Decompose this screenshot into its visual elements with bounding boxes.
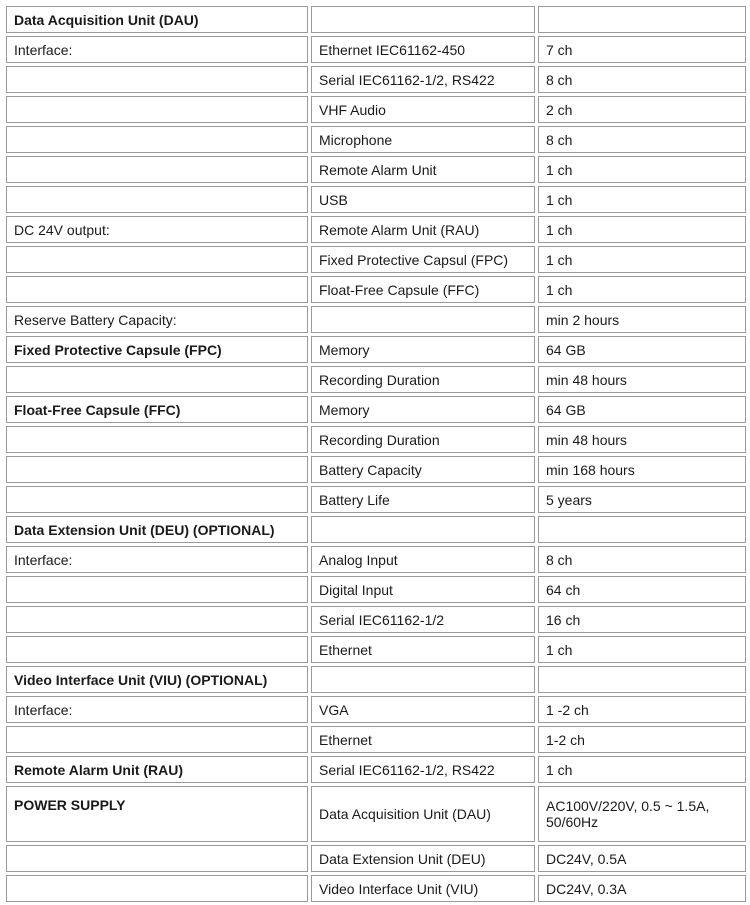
spec-label-cell [6, 426, 308, 453]
spec-row [6, 216, 746, 243]
spec-value-cell: min 168 hours [538, 456, 746, 483]
spec-item-cell: Battery Life [311, 486, 535, 513]
spec-label-cell: Reserve Battery Capacity: [6, 306, 308, 333]
spec-label-cell [6, 576, 308, 603]
spec-value-cell: min 2 hours [538, 306, 746, 333]
spec-item-cell: Microphone [311, 126, 535, 153]
spec-value-cell: 16 ch [538, 606, 746, 633]
spec-row [6, 875, 746, 902]
spec-item-cell: Ethernet [311, 636, 535, 663]
spec-value-cell: 1 ch [538, 156, 746, 183]
spec-row [6, 576, 746, 603]
spec-label-cell: POWER SUPPLY [6, 786, 308, 842]
spec-label-cell: Float-Free Capsule (FFC) [6, 396, 308, 423]
spec-row [6, 396, 746, 423]
spec-value-cell: 8 ch [538, 546, 746, 573]
spec-value-cell [538, 6, 746, 33]
spec-item-cell: Serial IEC61162-1/2 [311, 606, 535, 633]
spec-item-cell: Serial IEC61162-1/2, RS422 [311, 66, 535, 93]
spec-item-cell: Digital Input [311, 576, 535, 603]
spec-row [6, 696, 746, 723]
spec-row [6, 276, 746, 303]
spec-row [6, 486, 746, 513]
spec-value-cell: AC100V/220V, 0.5 ~ 1.5A, 50/60Hz [538, 786, 746, 842]
spec-item-cell: Battery Capacity [311, 456, 535, 483]
spec-row [6, 606, 746, 633]
spec-label-cell [6, 66, 308, 93]
spec-label-cell [6, 276, 308, 303]
spec-item-cell [311, 6, 535, 33]
spec-label-cell: Interface: [6, 546, 308, 573]
spec-item-cell: Ethernet [311, 726, 535, 753]
spec-label-cell: DC 24V output: [6, 216, 308, 243]
spec-table-body [6, 6, 746, 902]
spec-row [6, 306, 746, 333]
spec-row [6, 786, 746, 842]
spec-value-cell [538, 666, 746, 693]
spec-label-cell [6, 246, 308, 273]
spec-item-cell: Data Extension Unit (DEU) [311, 845, 535, 872]
spec-value-cell: 64 GB [538, 336, 746, 363]
spec-row [6, 36, 746, 63]
spec-item-cell [311, 516, 535, 543]
spec-value-cell: 2 ch [538, 96, 746, 123]
spec-label-cell: Interface: [6, 36, 308, 63]
spec-row [6, 756, 746, 783]
spec-table [3, 3, 749, 905]
spec-row [6, 516, 746, 543]
spec-label-cell: Video Interface Unit (VIU) (OPTIONAL) [6, 666, 308, 693]
spec-label-cell [6, 726, 308, 753]
spec-row [6, 6, 746, 33]
spec-label-cell: Remote Alarm Unit (RAU) [6, 756, 308, 783]
spec-value-cell: 1 ch [538, 756, 746, 783]
spec-item-cell: Fixed Protective Capsul (FPC) [311, 246, 535, 273]
spec-value-cell: 1 ch [538, 246, 746, 273]
spec-item-cell [311, 306, 535, 333]
spec-row [6, 246, 746, 273]
spec-row [6, 156, 746, 183]
spec-label-cell: Data Acquisition Unit (DAU) [6, 6, 308, 33]
spec-item-cell: VHF Audio [311, 96, 535, 123]
spec-value-cell: 8 ch [538, 66, 746, 93]
spec-label-cell [6, 486, 308, 513]
spec-item-cell: Memory [311, 396, 535, 423]
spec-row [6, 96, 746, 123]
spec-row [6, 366, 746, 393]
spec-item-cell: Recording Duration [311, 366, 535, 393]
spec-value-cell: 1 ch [538, 186, 746, 213]
spec-value-cell: min 48 hours [538, 366, 746, 393]
spec-row [6, 726, 746, 753]
spec-value-cell: DC24V, 0.5A [538, 845, 746, 872]
spec-item-cell: Data Acquisition Unit (DAU) [311, 786, 535, 842]
spec-item-cell: Float-Free Capsule (FFC) [311, 276, 535, 303]
spec-value-cell: 1 ch [538, 636, 746, 663]
spec-row [6, 636, 746, 663]
spec-value-cell: 7 ch [538, 36, 746, 63]
spec-item-cell: Remote Alarm Unit [311, 156, 535, 183]
spec-item-cell: Video Interface Unit (VIU) [311, 875, 535, 902]
spec-row [6, 456, 746, 483]
spec-row [6, 186, 746, 213]
spec-label-cell: Interface: [6, 696, 308, 723]
spec-label-cell [6, 456, 308, 483]
spec-label-cell [6, 366, 308, 393]
spec-label-cell [6, 96, 308, 123]
spec-value-cell: 8 ch [538, 126, 746, 153]
spec-value-cell: 1 -2 ch [538, 696, 746, 723]
spec-value-cell: 1 ch [538, 276, 746, 303]
spec-item-cell: Analog Input [311, 546, 535, 573]
spec-value-cell: 1 ch [538, 216, 746, 243]
spec-item-cell: Memory [311, 336, 535, 363]
spec-label-cell [6, 606, 308, 633]
spec-item-cell [311, 666, 535, 693]
spec-row [6, 845, 746, 872]
spec-item-cell: Serial IEC61162-1/2, RS422 [311, 756, 535, 783]
spec-item-cell: Remote Alarm Unit (RAU) [311, 216, 535, 243]
spec-value-cell: 5 years [538, 486, 746, 513]
spec-value-cell: DC24V, 0.3A [538, 875, 746, 902]
spec-value-cell: min 48 hours [538, 426, 746, 453]
spec-row [6, 336, 746, 363]
spec-row [6, 66, 746, 93]
spec-value-cell: 64 ch [538, 576, 746, 603]
spec-row [6, 126, 746, 153]
spec-row [6, 426, 746, 453]
spec-item-cell: Recording Duration [311, 426, 535, 453]
spec-value-cell: 64 GB [538, 396, 746, 423]
spec-label-cell [6, 636, 308, 663]
spec-label-cell [6, 126, 308, 153]
spec-label-cell: Data Extension Unit (DEU) (OPTIONAL) [6, 516, 308, 543]
spec-value-cell [538, 516, 746, 543]
spec-row [6, 666, 746, 693]
spec-item-cell: USB [311, 186, 535, 213]
spec-label-cell [6, 156, 308, 183]
spec-label-cell [6, 875, 308, 902]
spec-label-cell: Fixed Protective Capsule (FPC) [6, 336, 308, 363]
spec-value-cell: 1-2 ch [538, 726, 746, 753]
spec-label-cell [6, 845, 308, 872]
spec-label-cell [6, 186, 308, 213]
spec-row [6, 546, 746, 573]
spec-item-cell: Ethernet IEC61162-450 [311, 36, 535, 63]
spec-item-cell: VGA [311, 696, 535, 723]
